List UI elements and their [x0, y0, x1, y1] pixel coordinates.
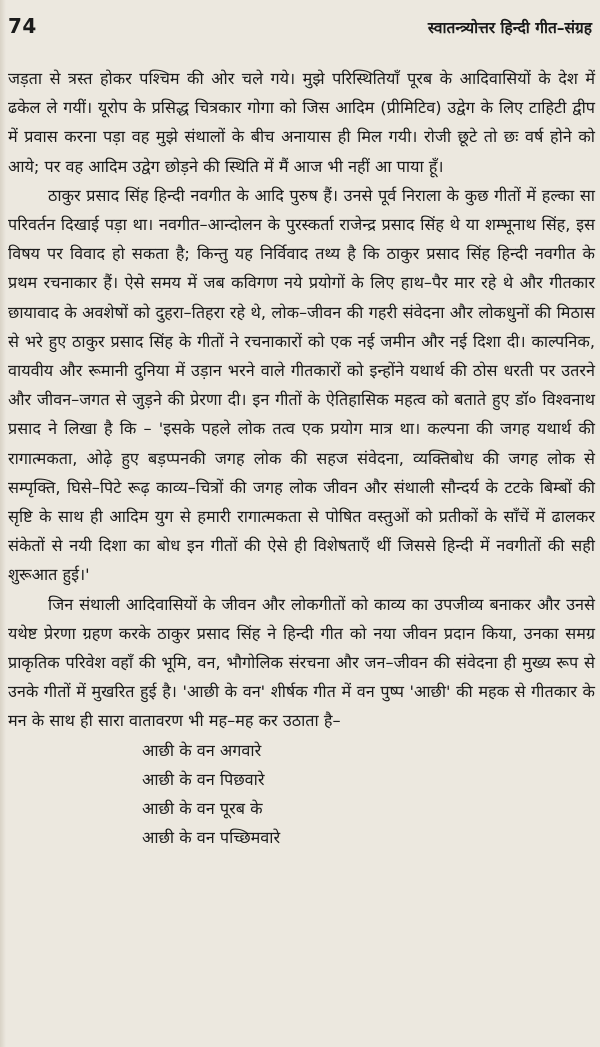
verse-line: आछी के वन पूरब के	[142, 799, 263, 819]
paragraph: जिन संथाली आदिवासियों के जीवन और लोकगीतों को काव्य का उपजीव्य बनाकर और उनसे यथेष्ट प्रेरणा ग्रहण करके ठाकुर प्रसाद सिंह ने हिन्दी गीत को नया जीवन प्रदान किया, उनका समग्र प्राकृतिक परिवेश वहाँ की भूमि, वन, भौगोलिक संरचना और जन–जीवन की संवेदना ही मुख्य रूप से उनके गीतों में मुखरित हुई है। 'आछी के वन' शीर्षक गीत में वन पुष्प 'आछी' की महक से गीतकार के मन के साथ ही सारा वातावरण भी मह–मह कर उठाता है–	[8, 594, 595, 731]
paragraph: जड़ता से त्रस्त होकर पश्चिम की ओर चले गये। मुझे परिस्थितियाँ पूरब के आदिवासियों के देश में ढकेल ले गयीं। यूरोप के प्रसिद्ध चित्रकार गोगा को जिस आदिम (प्रीमिटिव) उद्वेग के लिए टाहिटी द्वीप में प्रवास करना पड़ा वह मुझे संथालों के बीच अनायास ही मिल गयी। रोजी छूटे तो छः वर्ष होने को आये; पर वह आदिम उद्वेग छोड़ने की स्थिति में मैं आज भी नहीं आ पाया हूँ।	[8, 69, 595, 176]
verse-line: आछी के वन पच्छिमवारे	[142, 828, 281, 848]
verse-block	[8, 736, 595, 853]
verse-line: आछी के वन पिछवारे	[142, 769, 265, 789]
page-body	[8, 64, 595, 852]
verse-line: आछी के वन अगवारे	[142, 740, 262, 760]
page-header	[8, 14, 592, 40]
page-number: 74	[8, 14, 37, 38]
running-head: स्वातन्त्र्योत्तर हिन्दी गीत–संग्रह	[427, 19, 592, 37]
paragraph: ठाकुर प्रसाद सिंह हिन्दी नवगीत के आदि पुरुष हैं। उनसे पूर्व निराला के कुछ गीतों में हल्का सा परिवर्तन दिखाई पड़ा था। नवगीत–आन्दोलन के पुरस्कर्ता राजेन्द्र प्रसाद सिंह थे या शम्भूनाथ सिंह, इस विषय पर विवाद हो सकता है; किन्तु यह निर्विवाद तथ्य है कि ठाकुर प्रसाद सिंह हिन्दी नवगीत के प्रथम रचनाकार हैं। ऐसे समय में जब कविगण नये प्रयोगों के लिए हाथ–पैर मार रहे थे और गीतकार छायावाद के अवशेषों को दुहरा–तिहरा रहे थे, लोक–जीवन की गहरी संवेदना और लोकधुनों की मिठास से भरे हुए ठाकुर प्रसाद सिंह के गीतों ने रचनाकारों को एक नई जमीन और नई दिशा दी। काल्पनिक, वायवीय और रूमानी दुनिया में उड़ान भरने वाले गीतकारों को इन्होंने यथार्थ की ठोस धरती पर उतरने और जीवन–जगत से जुड़ने की प्रेरणा दी। इन गीतों के ऐतिहासिक महत्व को बताते हुए डॉ० विश्वनाथ प्रसाद ने लिखा है कि – 'इसके पहले लोक तत्व एक प्रयोग मात्र था। कल्पना की जगह यथार्थ की रागात्मकता, ओढ़े हुए बड़प्पनकी जगह लोक की सहज संवेदना, व्यक्तिबोध की जगह लोक से सम्पृक्ति, घिसे–पिटे रूढ़ काव्य–चित्रों की जगह लोक जीवन और संथाली सौन्दर्य के टटके बिम्बों की सृष्टि के साथ ही आदिम युग से हमारी रागात्मकता से पोषित वस्तुओं को प्रतीकों के साँचें में ढालकर संकेतों से नयी दिशा का बोध इन गीतों की ऐसे ही विशेषताएँ थीं जिससे हिन्दी में नवगीतों की सही शुरूआत हुई।'	[8, 185, 595, 585]
